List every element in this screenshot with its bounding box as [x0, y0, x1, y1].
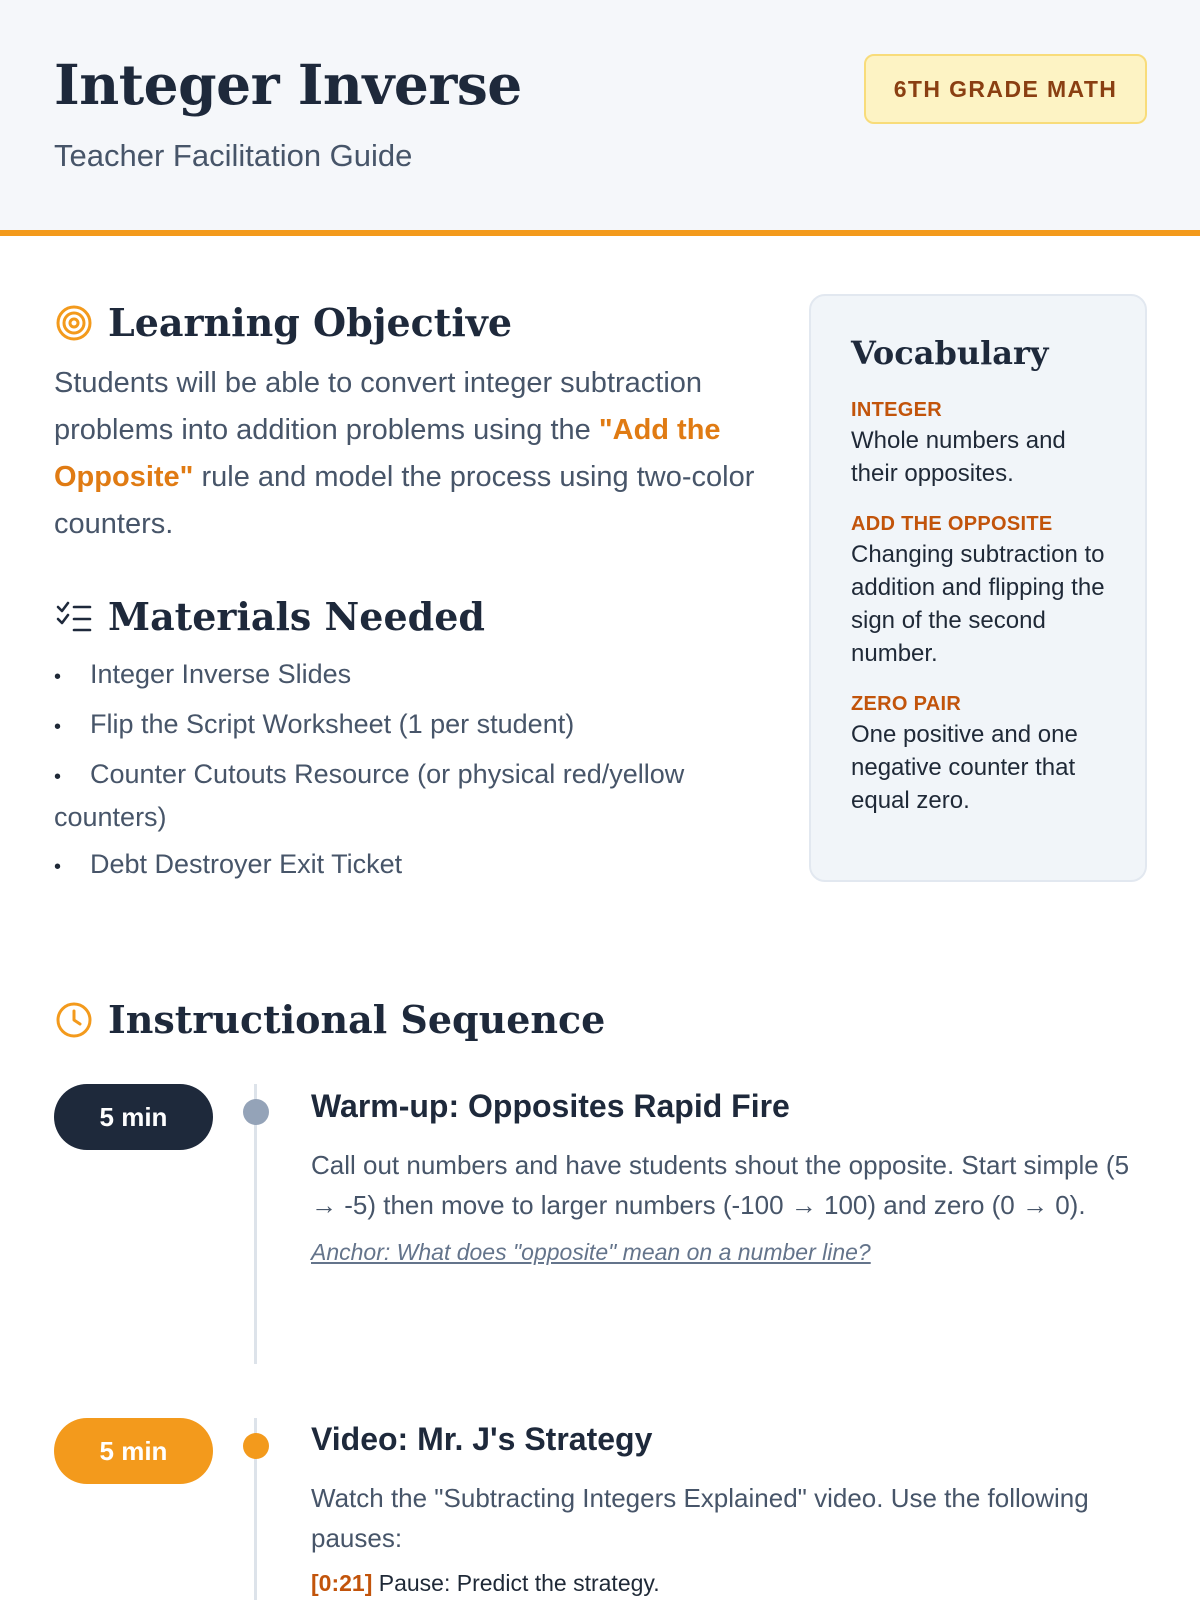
sequence-step	[311, 1088, 1131, 1266]
vocab-term-definition: One positive and one negative counter that equal zero.	[851, 721, 1078, 814]
vocabulary-card	[809, 294, 1147, 882]
step-description: Call out numbers and have students shout the opposite. Start simple (5 → -5) then move to larger numbers (-100 → 100) and zero (0 → 0).	[311, 1150, 1130, 1220]
step-title: Warm-up: Opposites Rapid Fire	[311, 1088, 790, 1124]
list-item	[54, 654, 774, 697]
sequence-section-heading	[54, 997, 605, 1042]
material-label: Flip the Script Worksheet (1 per student)	[90, 709, 575, 739]
vocab-term-name: ZERO PAIR	[851, 693, 962, 715]
timeline-node	[243, 1099, 269, 1125]
bullet-icon: •	[54, 766, 62, 788]
page-subtitle: Teacher Facilitation Guide	[54, 138, 413, 173]
vocab-term	[851, 396, 1105, 490]
objective-highlight: "Add the Opposite"	[54, 414, 721, 493]
timeline-node	[243, 1433, 269, 1459]
timeline-line	[254, 1084, 257, 1364]
material-label: Counter Cutouts Resource (or physical red/yellow counters)	[54, 759, 685, 832]
duration-pill: 5 min	[54, 1418, 213, 1484]
objective-section-heading	[54, 300, 512, 345]
sequence-step	[311, 1421, 1131, 1600]
page-title: Integer Inverse	[54, 52, 522, 117]
pause-timestamp: [0:21]	[311, 1570, 373, 1596]
vocab-term	[851, 690, 1105, 817]
material-label: Debt Destroyer Exit Ticket	[90, 849, 403, 879]
vocab-term-definition: Changing subtraction to addition and flipping the sign of the second number.	[851, 541, 1105, 667]
target-icon	[54, 303, 94, 343]
vocab-term	[851, 510, 1105, 670]
page-header	[0, 0, 1200, 236]
list-item	[54, 704, 774, 747]
bullet-icon: •	[54, 716, 62, 738]
clock-icon	[54, 1000, 94, 1040]
grade-badge: 6TH GRADE MATH	[864, 54, 1147, 124]
sequence-heading: Instructional Sequence	[108, 997, 606, 1042]
bullet-icon: •	[54, 856, 62, 878]
video-pause	[311, 1566, 1131, 1600]
material-label: Integer Inverse Slides	[90, 659, 352, 689]
vocabulary-heading: Vocabulary	[851, 334, 1049, 372]
materials-list	[54, 654, 774, 894]
list-item	[54, 844, 774, 887]
step-description: Watch the "Subtracting Integers Explained" video. Use the following pauses:	[311, 1483, 1089, 1553]
step-title: Video: Mr. J's Strategy	[311, 1421, 653, 1457]
materials-section-heading	[54, 594, 485, 639]
objective-text-before: Students will be able to convert integer subtraction problems into addition problems using the	[54, 367, 703, 446]
bullet-icon: •	[54, 666, 62, 688]
objective-text	[54, 360, 774, 548]
vocab-term-definition: Whole numbers and their opposites.	[851, 427, 1066, 487]
list-item	[54, 754, 774, 837]
materials-heading: Materials Needed	[108, 594, 485, 639]
checklist-icon	[54, 597, 94, 637]
pause-text: Pause: Predict the strategy.	[372, 1570, 660, 1596]
anchor-question: Anchor: What does "opposite" mean on a number line?	[311, 1239, 871, 1265]
objective-text-after: rule and model the process using two-color counters.	[54, 461, 755, 540]
duration-pill: 5 min	[54, 1084, 213, 1150]
vocab-term-name: ADD THE OPPOSITE	[851, 513, 1053, 535]
objective-heading: Learning Objective	[108, 300, 513, 345]
vocab-term-name: INTEGER	[851, 399, 942, 421]
